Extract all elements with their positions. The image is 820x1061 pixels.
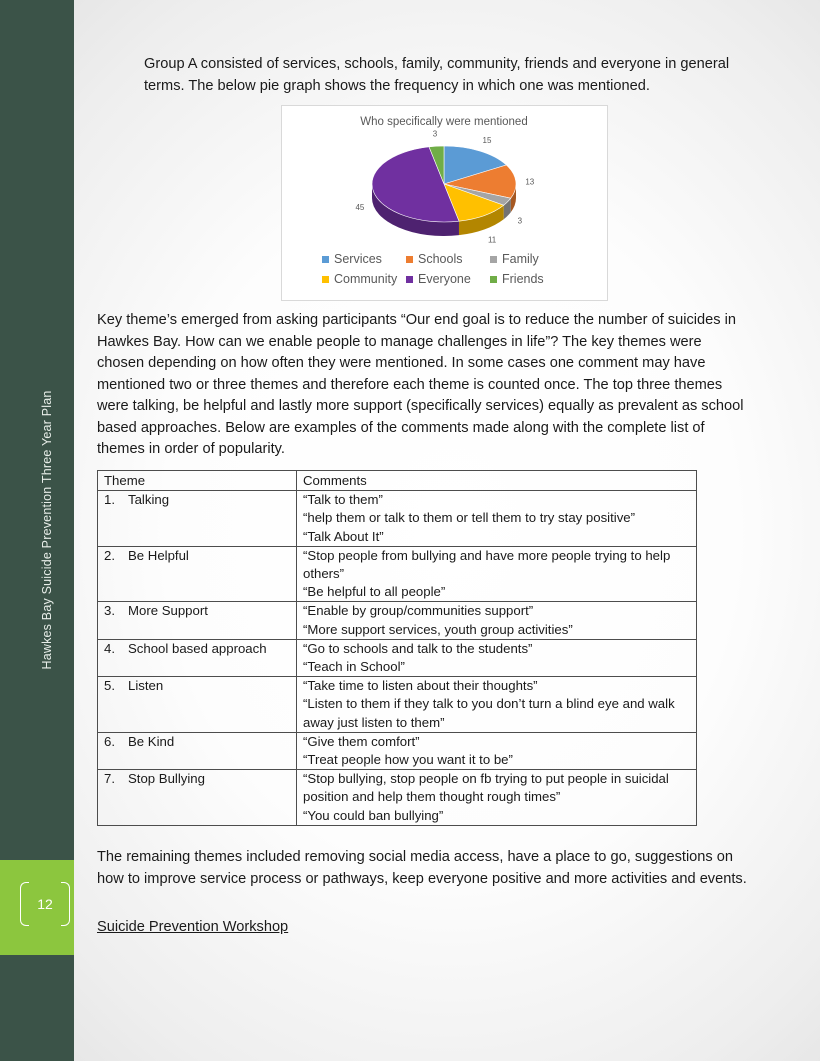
legend-item — [322, 252, 406, 266]
legend-label: Everyone — [418, 272, 471, 286]
data-label: 11 — [487, 235, 497, 245]
header-theme: Theme — [98, 471, 297, 491]
table-row — [98, 770, 697, 826]
theme-cell — [98, 491, 297, 547]
data-label: 3 — [517, 216, 523, 226]
legend-label: Friends — [502, 272, 544, 286]
comment-text: “Stop people from bullying and have more people trying to help others” — [303, 547, 671, 582]
comment-text: “Take time to listen about their thoughts” — [303, 678, 538, 694]
workshop-link[interactable]: Suicide Prevention Workshop — [97, 919, 289, 935]
comment-text: “More support services, youth group activities” — [303, 621, 573, 637]
table-row — [98, 491, 697, 547]
comments-cell — [297, 677, 697, 733]
chart-title: Who specifically were mentioned — [360, 116, 528, 128]
legend-label: Schools — [418, 252, 463, 266]
comments-cell — [297, 732, 697, 769]
legend-item — [490, 252, 570, 266]
comment-text: “Talk About It” — [303, 528, 384, 544]
data-label: 3 — [432, 129, 438, 139]
table-row — [98, 677, 697, 733]
comment-text: “Give them comfort” — [303, 733, 420, 749]
comment-text: “Stop bullying, stop people on fb trying to put people in suicidal position and help them thought rough times” — [303, 771, 669, 805]
table-row — [98, 602, 697, 639]
comment-text: “You could ban bullying” — [303, 807, 444, 823]
pie-chart — [281, 105, 608, 301]
theme-number: 1. — [104, 492, 115, 508]
theme-cell — [98, 770, 297, 826]
theme-number: 7. — [104, 771, 115, 787]
theme-cell — [98, 677, 297, 733]
legend-label: Family — [502, 252, 539, 266]
remaining-paragraph: The remaining themes included removing social media access, have a place to go, suggestions on how to improve service process or pathways, keep everyone positive and more activities and events. — [97, 849, 747, 887]
comments-cell — [297, 602, 697, 639]
legend-item — [322, 272, 406, 286]
theme-name: Stop Bullying — [128, 771, 205, 787]
legend-item — [490, 272, 570, 286]
theme-number: 6. — [104, 733, 115, 749]
document-title: Hawkes Bay Suicide Prevention Three Year Plan — [40, 390, 54, 670]
comment-text: “Treat people how you want it to be” — [303, 752, 513, 768]
legend-swatch — [322, 256, 329, 263]
theme-cell — [98, 732, 297, 769]
legend-swatch — [490, 276, 497, 283]
legend-label: Community — [334, 272, 398, 286]
theme-name: School based approach — [128, 640, 267, 656]
data-label: 15 — [482, 136, 492, 145]
comment-text: “Listen to them if they talk to you don’t turn a blind eye and walk away just listen to them” — [303, 696, 675, 730]
theme-name: More Support — [128, 603, 208, 619]
comment-text: “Be helpful to all people” — [303, 584, 446, 600]
page-number: 12 — [20, 882, 70, 926]
theme-number: 5. — [104, 678, 115, 694]
comments-cell — [297, 639, 697, 676]
legend-item — [406, 272, 490, 286]
data-label: 45 — [355, 203, 365, 212]
comments-cell — [297, 546, 697, 602]
themes-paragraph: Key theme’s emerged from asking participants “Our end goal is to reduce the number of suicides in Hawkes Bay. How can we enable people to manage challenges in life”? The key themes were chosen depending on how often they were mentioned. In some cases one comment may have mentioned two or three themes and therefore each theme is counted once. The top three themes were talking, be helpful and lastly more support (specifically services) equally as prevalent as school based approaches. Below are examples of the comments made along with the complete list of themes in order of popularity. — [97, 312, 744, 457]
table-row — [98, 732, 697, 769]
themes-table — [97, 470, 697, 826]
comments-cell — [297, 491, 697, 547]
legend-label: Services — [334, 252, 382, 266]
theme-name: Talking — [128, 492, 170, 508]
header-comments: Comments — [297, 471, 697, 491]
legend-item — [406, 252, 490, 266]
data-label: 13 — [525, 177, 535, 187]
comments-cell — [297, 770, 697, 826]
table-header-row — [98, 471, 697, 491]
theme-name: Be Kind — [128, 733, 175, 749]
comment-text: “help them or talk to them or tell them to try stay positive” — [303, 510, 636, 526]
theme-cell — [98, 639, 297, 676]
theme-name: Be Helpful — [128, 547, 189, 563]
theme-name: Listen — [128, 678, 164, 694]
theme-cell — [98, 546, 297, 602]
chart-legend — [322, 252, 572, 286]
comment-text: “Go to schools and talk to the students” — [303, 640, 533, 656]
table-row — [98, 546, 697, 602]
theme-number: 3. — [104, 603, 115, 619]
intro-paragraph: Group A consisted of services, schools, family, community, friends and everyone in general terms. The below pie graph shows the frequency in which one was mentioned. — [144, 56, 730, 94]
theme-number: 2. — [104, 547, 115, 563]
legend-swatch — [322, 276, 329, 283]
comment-text: “Talk to them” — [303, 492, 383, 508]
legend-swatch — [406, 276, 413, 283]
legend-swatch — [406, 256, 413, 263]
comment-text: “Enable by group/communities support” — [303, 603, 534, 619]
theme-number: 4. — [104, 640, 115, 656]
table-row — [98, 639, 697, 676]
theme-cell — [98, 602, 297, 639]
legend-swatch — [490, 256, 497, 263]
pie-slices — [372, 146, 516, 222]
comment-text: “Teach in School” — [303, 659, 405, 675]
